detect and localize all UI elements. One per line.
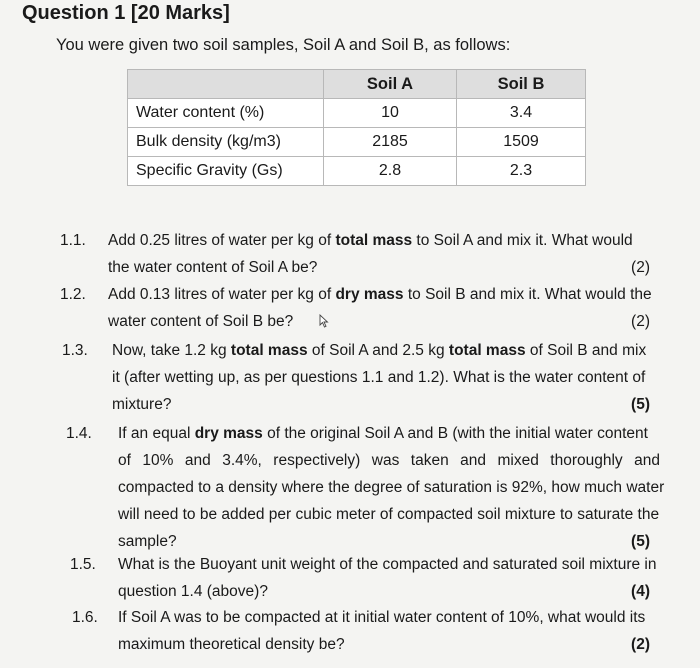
table-row xyxy=(128,128,586,157)
table-header-soil-a: Soil A xyxy=(324,70,457,99)
question-1-6 xyxy=(72,604,660,660)
table-row xyxy=(128,157,586,186)
cell-soil-a: 10 xyxy=(324,99,457,128)
question-title-text: Question 1 xyxy=(22,2,131,24)
cell-soil-b: 3.4 xyxy=(457,99,586,128)
question-line: What is the Buoyant unit weight of the compacted and saturated soil mixture in xyxy=(118,556,657,573)
question-line: sample? xyxy=(118,533,177,550)
row-label: Specific Gravity (Gs) xyxy=(128,157,324,186)
question-line: compacted to a density where the degree of saturation is 92%, how much water xyxy=(118,479,665,496)
soil-properties-table xyxy=(127,69,586,186)
question-marks: (4) xyxy=(631,583,650,600)
question-marks: (2) xyxy=(631,636,650,653)
table-header-row xyxy=(128,70,586,99)
question-line: mixture? xyxy=(112,396,172,413)
question-1-5 xyxy=(70,551,660,607)
question-number: 1.4. xyxy=(66,425,92,442)
question-line: it (after wetting up, as per questions 1.1 and 1.2). What is the water content of xyxy=(112,369,646,386)
question-line: Now, take 1.2 kg total mass of Soil A and 2.5 kg total mass of Soil B and mix xyxy=(112,342,647,359)
question-line: If Soil A was to be compacted at it initial water content of 10%, what would its xyxy=(118,609,646,626)
table-header-soil-b: Soil B xyxy=(457,70,586,99)
question-number: 1.2. xyxy=(60,286,86,303)
question-number: 1.1. xyxy=(60,232,86,249)
question-line: of 10% and 3.4%, respectively) was taken and mixed thoroughly and xyxy=(118,452,660,469)
cell-soil-a: 2185 xyxy=(324,128,457,157)
question-marks: (2) xyxy=(631,313,650,330)
question-marks: (5) xyxy=(631,533,650,550)
question-1-1 xyxy=(60,227,660,283)
cell-soil-b: 2.3 xyxy=(457,157,586,186)
row-label: Water content (%) xyxy=(128,99,324,128)
row-label: Bulk density (kg/m3) xyxy=(128,128,324,157)
mouse-cursor-icon xyxy=(319,314,329,328)
question-number: 1.5. xyxy=(70,556,96,573)
question-1-4 xyxy=(66,420,665,556)
cell-soil-a: 2.8 xyxy=(324,157,457,186)
question-marks: (5) xyxy=(631,396,650,413)
question-marks-total: [20 Marks] xyxy=(130,2,230,24)
question-marks: (2) xyxy=(631,259,650,276)
question-line: Add 0.25 litres of water per kg of total mass to Soil A and mix it. What would xyxy=(108,232,633,249)
question-line: water content of Soil B be? xyxy=(108,313,294,330)
question-line: If an equal dry mass of the original Soil A and B (with the initial water content xyxy=(118,425,648,442)
intro-text: You were given two soil samples, Soil A and Soil B, as follows: xyxy=(56,36,511,54)
question-line: question 1.4 (above)? xyxy=(118,583,268,600)
question-line: the water content of Soil A be? xyxy=(108,259,318,276)
question-line: Add 0.13 litres of water per kg of dry mass to Soil B and mix it. What would the xyxy=(108,286,652,303)
table-row xyxy=(128,99,586,128)
question-number: 1.6. xyxy=(72,609,98,626)
cell-soil-b: 1509 xyxy=(457,128,586,157)
table-header-blank xyxy=(128,70,324,99)
question-1-2 xyxy=(60,281,660,337)
question-title xyxy=(22,2,230,25)
question-1-3 xyxy=(62,337,660,421)
question-line: will need to be added per cubic meter of compacted soil mixture to saturate the xyxy=(118,506,660,523)
question-line: maximum theoretical density be? xyxy=(118,636,345,653)
question-number: 1.3. xyxy=(62,342,88,359)
